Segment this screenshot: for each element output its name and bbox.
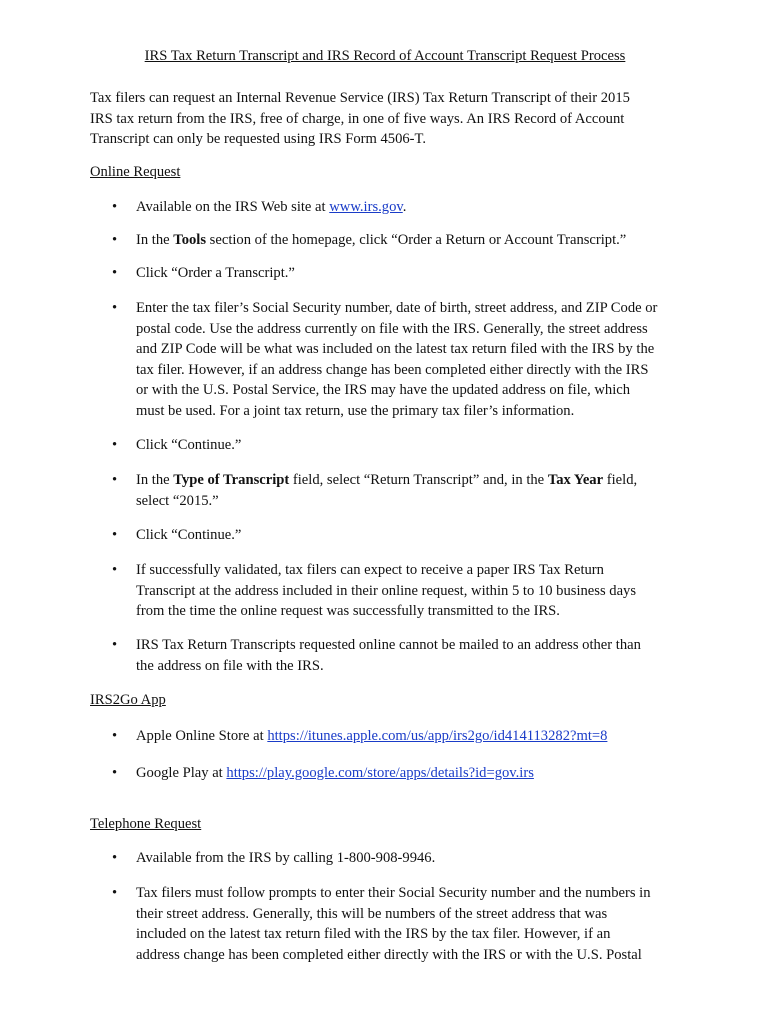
intro-line: Tax filers can request an Internal Revenue Service (IRS) Tax Return Transcript of their 2015 bbox=[90, 90, 630, 106]
bullet: • bbox=[112, 232, 118, 248]
online-request-heading: Online Request bbox=[90, 164, 181, 180]
document-page: IRS Tax Return Transcript and IRS Record of Account Transcript Request Process Tax filers can request an Internal Revenue Service (IRS) Tax Return Transcript of their 2015 IRS tax return from the IRS, free of charge, in one of five ways. An IRS Record of Account Transcript can only be requested using IRS Form 4506-T. Online Request • Available on the IRS Web site at www.irs.gov. • In the Tools section of the homepage, click “Order a Return or Account Transcript.” • Click “Order a Transcript.” • Enter the tax filer’s Social Security number, date of birth, street address, and ZIP Code or postal code. Use the address currently on file with the IRS. Generally, the street address and ZIP Code will be what was included on the latest tax return filed with the IRS by the tax filer. However, if an address change has been completed either directly with the IRS or with the U.S. Postal Service, the IRS may have the updated address on file, which must be used. For a joint tax return, use the primary tax filer’s information. • Click “Continue.” • In the Type of Transcript field, select “Return Transcript” and, in the Tax Year field, select “2015.” • Click “Continue.” • If successfully validated, tax filers can expect to receive a paper IRS Tax Return Transcript at the address included in their online request, within 5 to 10 business days from the time the online request was successfully transmitted to the IRS. • IRS Tax Return Transcripts requested online cannot be mailed to an address other than the address on file with the IRS. IRS2Go App • Apple Online Store at https://itunes.apple.com/us/app/irs2go/id414113282?mt=8 • Google Play at https://play.google.com/store/apps/details?id=gov.irs Telephone Request • Available from the IRS by calling 1-800-908-9946. • Tax filers must follow prompts to enter their Social Security number and the numbers in their street address. Generally, this will be numbers of the street address that was included on the latest tax return filed with the IRS by the tax filer. However, if an address change has been completed either directly with the IRS or with the U.S. Postal bbox=[0, 0, 770, 1024]
intro-line: IRS tax return from the IRS, free of charge, in one of five ways. An IRS Record of Account bbox=[90, 110, 625, 127]
bullet: • bbox=[112, 527, 118, 543]
bullet: • bbox=[112, 472, 118, 488]
bullet: • bbox=[112, 199, 118, 215]
intro-line: Transcript can only be requested using IRS Form 4506-T. bbox=[90, 131, 427, 147]
bullet: • bbox=[112, 728, 118, 744]
bullet: • bbox=[112, 265, 118, 281]
page-title: IRS Tax Return Transcript and IRS Record of Account Transcript Request Process bbox=[144, 48, 626, 64]
bullet: • bbox=[112, 850, 118, 866]
intro-paragraph bbox=[90, 88, 690, 150]
bullet: • bbox=[112, 885, 118, 901]
type-of-transcript-label: Type of Transcript bbox=[173, 472, 290, 488]
tax-year-label: Tax Year bbox=[547, 472, 604, 488]
bullet: • bbox=[112, 637, 118, 653]
tools-label: Tools bbox=[173, 232, 207, 248]
irs2go-heading: IRS2Go App bbox=[90, 692, 166, 708]
google-play-link[interactable]: https://play.google.com/store/apps/details?id=gov.irs bbox=[226, 765, 534, 781]
apple-store-link[interactable]: https://itunes.apple.com/us/app/irs2go/id414113282?mt=8 bbox=[267, 728, 608, 744]
bullet: • bbox=[112, 300, 118, 316]
telephone-request-heading: Telephone Request bbox=[90, 816, 202, 832]
irs-website-link[interactable]: www.irs.gov bbox=[329, 199, 403, 215]
bullet: • bbox=[112, 562, 118, 578]
bullet: • bbox=[112, 437, 118, 453]
bullet: • bbox=[112, 765, 118, 781]
